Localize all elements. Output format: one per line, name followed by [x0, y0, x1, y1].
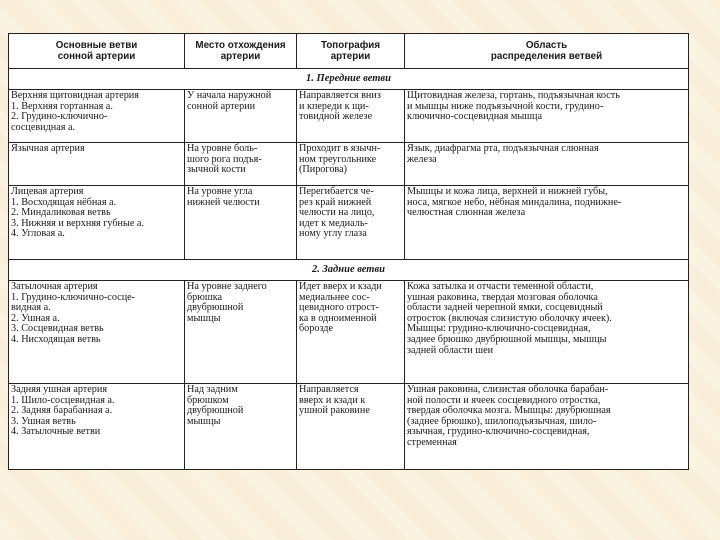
branch-cell: Лицевая артерия 1. Восходящая нёбная а. 2. Миндаликовая ветвь 3. Нижняя и верхняя губные а. 4. Угловая а. — [9, 186, 185, 260]
topography-cell: Проходит в язычн- ном треугольнике (Пирогова) — [297, 143, 405, 186]
distribution-cell: Ушная раковина, слизистая оболочка барабан- ной полости и ячеек сосцевидного отростка, твердая оболочка мозга. Мышцы: двубрюшная (заднее брюшко), шилоподъязычная, шило- язычная, грудино-ключично-сосцевидная, стременная — [405, 384, 689, 470]
branch-cell: Язычная артерия — [9, 143, 185, 186]
arteries-table-container — [8, 33, 688, 470]
topography-cell: Перегибается че- рез край нижней челюсти на лицо, идет к медиаль- ному углу глаза — [297, 186, 405, 260]
branch-cell: Затылочная артерия 1. Грудино-ключично-сосце- видная а. 2. Ушная а. 3. Сосцевидная ветвь 4. Нисходящая ветвь — [9, 281, 185, 384]
header-main-branches: Основные ветви сонной артерии — [9, 34, 185, 69]
header-distribution: Область распределения ветвей — [405, 34, 689, 69]
origin-cell: У начала наружной сонной артерии — [185, 90, 297, 143]
table-row — [9, 281, 689, 384]
branch-cell: Задняя ушная артерия 1. Шило-сосцевидная а. 2. Задняя барабанная а. 3. Ушная ветвь 4. Затылочные ветви — [9, 384, 185, 470]
header-row — [9, 34, 689, 69]
table-row — [9, 186, 689, 260]
header-origin: Место отхождения артерии — [185, 34, 297, 69]
table-row — [9, 143, 689, 186]
distribution-cell: Мышцы и кожа лица, верхней и нижней губы, носа, мягкое небо, нёбная миндалина, поднижне- челюстная слюнная железа — [405, 186, 689, 260]
distribution-cell: Кожа затылка и отчасти теменной области, ушная раковина, твердая мозговая оболочка области задней черепной ямки, сосцевидный отросток (включая слизистую оболочку ячеек). Мышцы: грудино-ключично-сосцевидная, заднее брюшко двубрюшной мышцы, мышцы задней области шеи — [405, 281, 689, 384]
section-title-front: 1. Передние ветви — [9, 69, 689, 90]
distribution-cell: Язык, диафрагма рта, подъязычная слюнная железа — [405, 143, 689, 186]
topography-cell: Направляется вниз и кпереди к щи- товидной железе — [297, 90, 405, 143]
origin-cell: Над задним брюшком двубрюшной мышцы — [185, 384, 297, 470]
carotid-branches-table — [8, 33, 689, 470]
table-row — [9, 384, 689, 470]
section-row-front — [9, 69, 689, 90]
table-row — [9, 90, 689, 143]
branch-cell: Верхняя щитовидная артерия 1. Верхняя гортанная а. 2. Грудино-ключично- сосцевидная а. — [9, 90, 185, 143]
origin-cell: На уровне боль- шого рога подъя- зычной кости — [185, 143, 297, 186]
origin-cell: На уровне угла нижней челюсти — [185, 186, 297, 260]
section-title-back: 2. Задние ветви — [9, 260, 689, 281]
topography-cell: Направляется вверх и кзади к ушной раковине — [297, 384, 405, 470]
origin-cell: На уровне заднего брюшка двубрюшной мышцы — [185, 281, 297, 384]
header-topography: Топография артерии — [297, 34, 405, 69]
section-row-back — [9, 260, 689, 281]
distribution-cell: Щитовидная железа, гортань, подъязычная кость и мышцы ниже подъязычной кости, грудино- ключично-сосцевидная мышца — [405, 90, 689, 143]
topography-cell: Идет вверх и кзади медиальнее сос- цевидного отрост- ка в одноименной борозде — [297, 281, 405, 384]
